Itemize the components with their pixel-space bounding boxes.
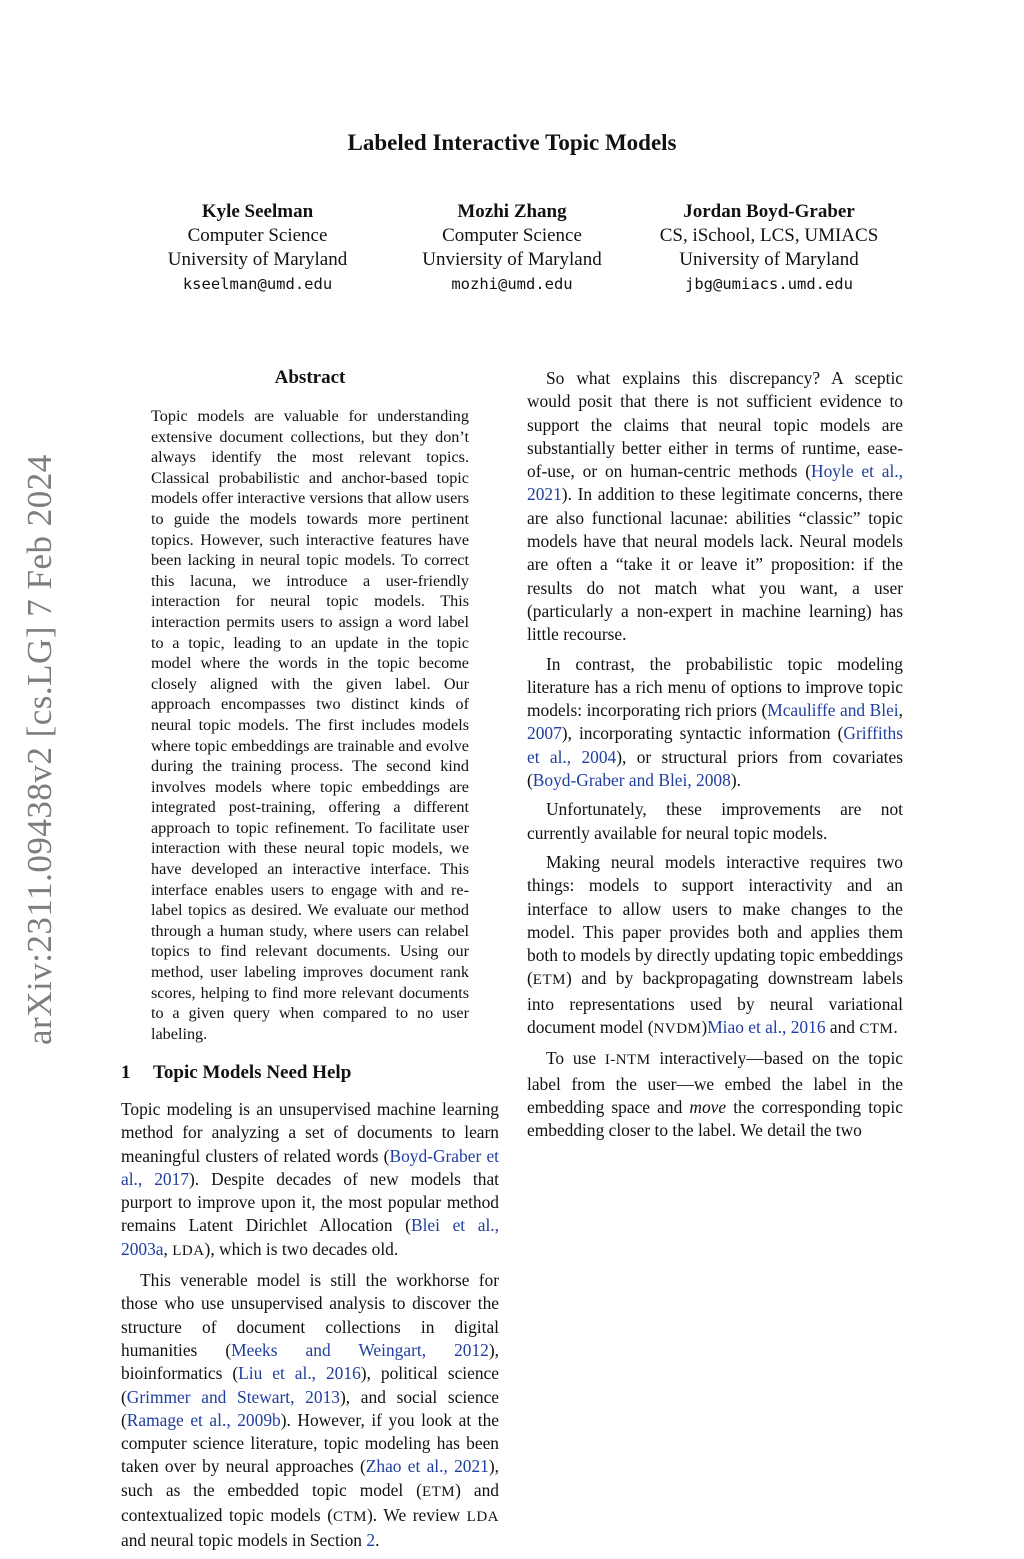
citation-link[interactable]: Grimmer and Stewart, 2013 <box>126 1386 340 1407</box>
author-email[interactable]: kseelman@umd.edu <box>182 275 333 293</box>
acronym: CTM <box>332 1509 367 1526</box>
paragraph: So what explains this discrepancy? A sceptic would posit that there is not sufficient evidence to support the claims that neural topic models are substantially better either in terms of runtime, ease-of-use, or on human-centric methods (Hoyle et al., 2021). In addition to these legitimate concerns, there are also functional lacunae: abilities “classic” topic models have that neural models lack. Neural models are often a “take it or leave it” proposition: if the results do not match what you want, a user (particularly a non-expert in machine learning) has little recourse. <box>527 368 904 645</box>
section-heading <box>121 1062 501 1084</box>
citation-link[interactable]: 2007 <box>527 723 562 744</box>
arxiv-identifier: arXiv:2311.09438v2 [cs.LG] 7 Feb 2024 <box>20 454 59 1045</box>
acronym: LDA <box>466 1509 499 1526</box>
citation-link[interactable]: Blei et al., 2003a <box>121 1215 499 1259</box>
paragraph: Making neural models interactive requires two things: models to support interactivity and an interface to allow users to make changes to the model. This paper provides both and applies them both to models by directly updating topic embeddings (ETM) and by backpropagating downstream labels into representations used by neural variational document model (NVDM)Miao et al., 2016 and CTM. <box>527 851 903 1038</box>
citation-link[interactable]: Hoyle et al., 2021 <box>527 461 904 505</box>
citation-link[interactable]: Zhao et al., 2021 <box>365 1456 489 1477</box>
paragraph: To use I-NTM interactively—based on the topic label from the user—we embed the label in the embedding space and move the corresponding topic embedding closer to the label. We detail the two <box>527 1048 903 1141</box>
author-name: Kyle Seelman <box>201 201 314 222</box>
acronym: ETM <box>421 1483 456 1500</box>
author-email[interactable]: mozhi@umd.edu <box>451 275 573 293</box>
body-column-left <box>121 1098 499 1559</box>
acronym: LDA <box>172 1242 205 1259</box>
section-number: 1 <box>121 1062 131 1083</box>
emphasis: move <box>689 1096 727 1117</box>
author-affiliation: Unviersity of Maryland <box>422 249 602 270</box>
abstract-text: Topic models are valuable for understanding extensive document collections, but they don’t always identify the most relevant topics. Classical probabilistic and anchor-based topic models offer interactive versions that allow users to guide the models towards more pertinent topics. However, such interactive features have been lacking in neural topic models. To correct this lacuna, we introduce a user-friendly interaction for neural topic models. This interaction permits users to assign a word label to a topic, leading to an update in the topic model where the words in the topic become closely aligned with the given label. Our approach encompasses two distinct kinds of neural topic models. The first includes models where topic embeddings are trainable and evolve during the training process. The second kind involves models where topic embeddings are integrated post-training, offering a different approach to topic refinement. To facilitate user interaction with these neural topic models, we have developed an interactive interface. This interface enables users to engage with and re-label topics as desired. We evaluate our method through a human study, where users can relabel topics to find relevant documents. Using our method, user labeling improves document rank scores, helping to find more relevant documents to a given query when compared to no user labeling. <box>151 407 469 1043</box>
author-name: Jordan Boyd-Graber <box>683 201 855 222</box>
paragraph: Unfortunately, these improvements are not currently available for neural topic models. <box>527 799 903 843</box>
citation-link[interactable]: Boyd-Graber et al., 2017 <box>121 1145 499 1189</box>
acronym: CTM <box>859 1021 894 1038</box>
paper-title: Labeled Interactive Topic Models <box>347 130 677 155</box>
author-affiliation: University of Maryland <box>167 249 348 270</box>
author-dept: Computer Science <box>187 225 328 246</box>
paragraph: In contrast, the probabilistic topic modeling literature has a rich menu of options to improve topic models: incorporating rich priors (Mcauliffe and Blei, 2007), incorporating syntactic information (Griffiths et al., 2004), or structural priors from covariates (Boyd-Graber and Blei, 2008). <box>527 653 904 791</box>
body-column-right <box>527 367 903 1149</box>
citation-link[interactable]: Liu et al., 2016 <box>238 1363 361 1384</box>
section-link[interactable]: 2 <box>366 1530 376 1551</box>
citation-link[interactable]: Miao et al., 2016 <box>707 1017 826 1038</box>
author-block <box>655 200 883 296</box>
author-block <box>402 200 622 296</box>
citation-link[interactable]: Griffiths et al., 2004 <box>527 723 903 767</box>
citation-link[interactable]: Ramage et al., 2009b <box>126 1409 281 1430</box>
acronym: NVDM <box>653 1021 702 1038</box>
acronym: ETM <box>532 972 566 989</box>
author-email[interactable]: jbg@umiacs.umd.edu <box>685 275 853 293</box>
citation-link[interactable]: Boyd-Graber and Blei, 2008 <box>532 770 731 791</box>
acronym: I-NTM <box>604 1052 651 1069</box>
citation-link[interactable]: Mcauliffe and Blei <box>767 700 899 721</box>
author-block <box>150 200 365 296</box>
citation-link[interactable]: Meeks and Weingart, 2012 <box>231 1339 489 1360</box>
paragraph: This venerable model is still the workhorse for those who use unsupervised analysis to discover the structure of document collections in digital humanities (Meeks and Weingart, 2012), bioinformatics (Liu et al., 2016), political science (Grimmer and Stewart, 2013), and social science (Ramage et al., 2009b). However, if you look at the computer science literature, topic modeling has been taken over by neural approaches (Zhao et al., 2021), such as the embedded topic model (ETM) and contextualized topic models (CTM). We review LDA and neural topic models in Section 2. <box>121 1270 500 1551</box>
abstract-heading: Abstract <box>274 367 346 388</box>
author-dept: Computer Science <box>442 225 582 246</box>
author-dept: CS, iSchool, LCS, UMIACS <box>659 225 879 246</box>
paragraph: Topic modeling is an unsupervised machine learning method for analyzing a set of documents to learn meaningful clusters of related words (Boyd-Graber et al., 2017). Despite decades of new models that purport to improve upon it, the most popular method remains Latent Dirichlet Allocation (Blei et al., 2003a, LDA), which is two decades old. <box>121 1099 500 1259</box>
author-name: Mozhi Zhang <box>457 201 567 222</box>
section-title: Topic Models Need Help <box>153 1062 352 1083</box>
author-affiliation: University of Maryland <box>679 249 859 270</box>
